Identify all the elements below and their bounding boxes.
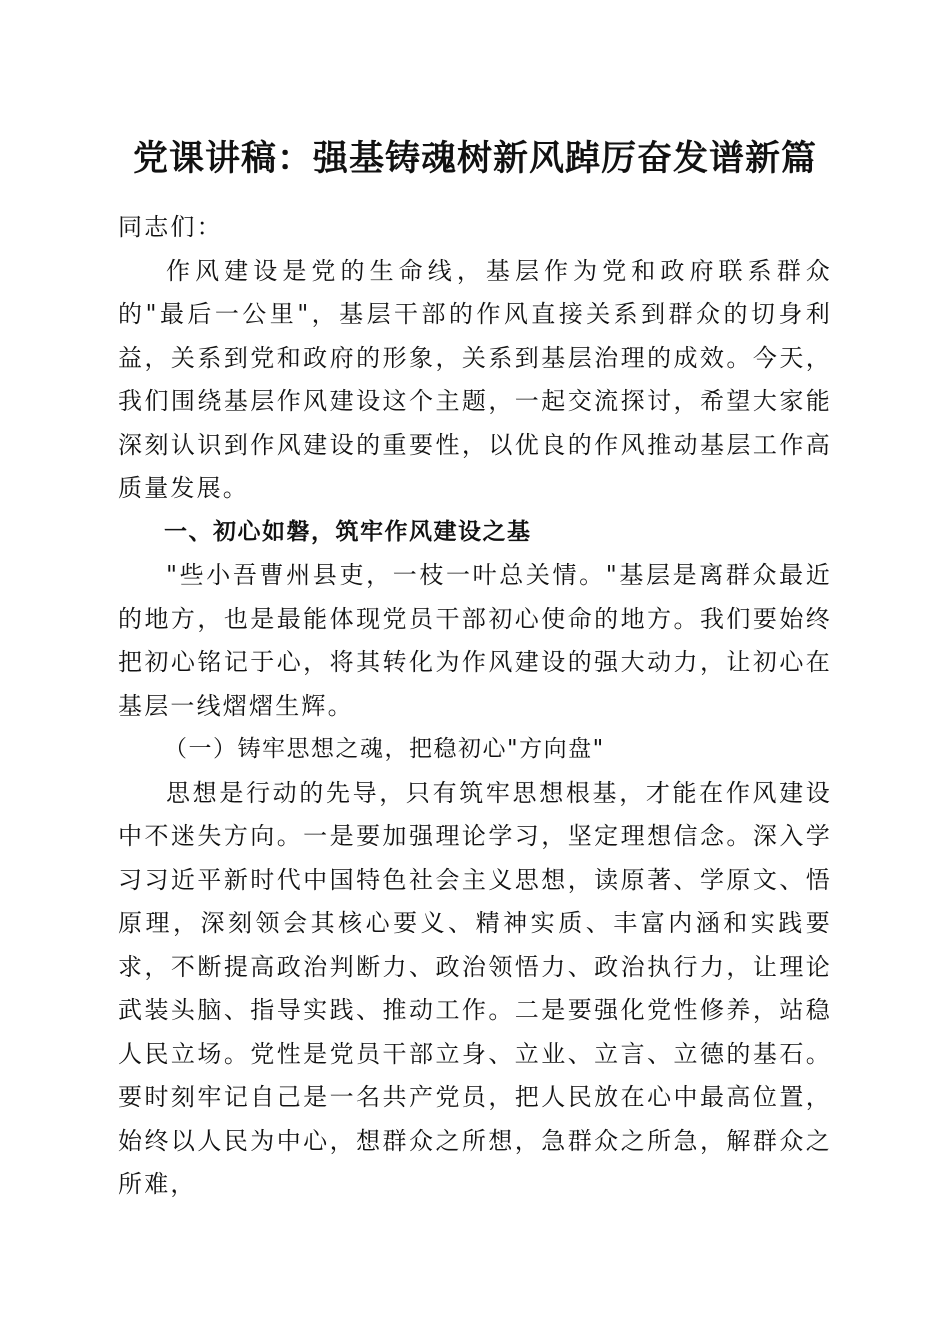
subsection-1-paragraph: 思想是行动的先导，只有筑牢思想根基，才能在作风建设中不迷失方向。一是要加强理论学习，坚定理想信念。深入学习习近平新时代中国特色社会主义思想，读原著、学原文、悟原理，深刻领会其核心要义、精神实质、丰富内涵和实践要求，不断提高政治判断力、政治领悟力、政治执行力，让理论武装头脑、指导实践、推动工作。二是要强化党性修养，站稳人民立场。党性是党员干部立身、立业、立言、立德的基石。要时刻牢记自己是一名共产党员，把人民放在心中最高位置，始终以人民为中心，想群众之所想，急群众之所急，解群众之所难， [118,778,832,1198]
section-1-paragraph: "些小吾曹州县吏，一枝一叶总关情。"基层是离群众最近的地方，也是最能体现党员干部初心使命的地方。我们要始终把初心铭记于心，将其转化为作风建设的强大动力，让初心在基层一线熠熠生辉。 [118,561,832,720]
subsection-heading-1: （一）铸牢思想之魂，把稳初心"方向盘" [164,736,605,762]
document-title: 党课讲稿：强基铸魂树新风踔厉奋发谱新篇 [132,138,817,179]
section-heading-1: 一、初心如磐，筑牢作风建设之基 [164,518,532,545]
salutation: 同志们： [118,213,223,241]
document-body [118,206,832,1207]
intro-paragraph: 作风建设是党的生命线，基层作为党和政府联系群众的"最后一公里"，基层干部的作风直接关系到群众的切身利益，关系到党和政府的形象，关系到基层治理的成效。今天，我们围绕基层作风建设这个主题，一起交流探讨，希望大家能深刻认识到作风建设的重要性，以优良的作风推动基层工作高质量发展。 [118,256,832,502]
